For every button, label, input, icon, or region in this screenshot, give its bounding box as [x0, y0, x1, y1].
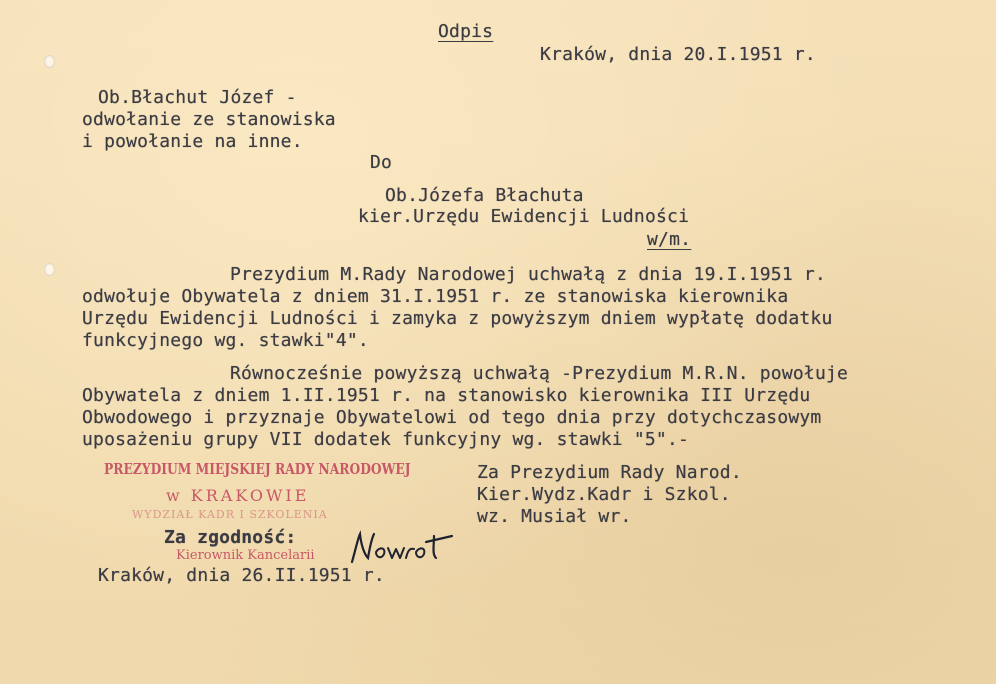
- punch-hole-bottom: [44, 263, 55, 276]
- addressee-position: kier.Urzędu Ewidencji Ludności: [358, 206, 690, 227]
- punch-hole-top: [44, 55, 55, 68]
- signature-block-line-1: Za Prezydium Rady Narod.: [477, 462, 742, 483]
- body-p2-line-1: Równocześnie powyższą uchwałą -Prezydium M.R.N. powołuje: [230, 363, 849, 384]
- signature-block-line-2: Kier.Wydz.Kadr i Szkol.: [477, 484, 731, 505]
- addressee-to: Do: [370, 152, 393, 173]
- body-p1-line-4: funkcyjnego wg. stawki"4".: [82, 330, 369, 351]
- body-p2-line-2: Obywatela z dniem 1.II.1951 r. na stanowisko kierownika III Urzędu: [82, 385, 811, 406]
- body-p2-line-3: Obwodowego i przyznaje Obywatelowi od tego dnia przy dotychczasowym: [82, 407, 822, 428]
- subject-line-1: Ob.Błachut Józef -: [98, 87, 297, 108]
- place-date: Kraków, dnia 20.I.1951 r.: [540, 44, 816, 65]
- stamp-line-2: w KRAKOWIE: [166, 486, 310, 505]
- body-p1-line-1: Prezydium M.Rady Narodowej uchwałą z dnia 19.I.1951 r.: [230, 264, 826, 285]
- subject-line-3: i powołanie na inne.: [82, 131, 303, 152]
- body-p2-line-4: uposażeniu grupy VII dodatek funkcyjny wg. stawki "5".-: [82, 429, 690, 450]
- body-p1-line-2: odwołuje Obywatela z dniem 31.I.1951 r. ze stanowiska kierownika: [82, 286, 789, 307]
- za-zgodnosc: Za zgodność:: [164, 527, 297, 548]
- body-p1-line-3: Urzędu Ewidencji Ludności i zamyka z powyższym dniem wypłatę dodatku: [82, 308, 833, 329]
- certification-place-date: Kraków, dnia 26.II.1951 r.: [98, 565, 385, 586]
- addressee-wm: w/m.: [647, 229, 692, 250]
- stamp-line-4: Kierownik Kancelarii: [176, 548, 315, 563]
- signature-block-line-3: wz. Musiał wr.: [477, 506, 632, 527]
- subject-line-2: odwołanie ze stanowiska: [82, 109, 336, 130]
- stamp-line-1: PREZYDIUM MIEJSKIEJ RADY NARODOWEJ: [104, 460, 411, 478]
- handwritten-signature: [348, 528, 460, 568]
- document-title: Odpis: [438, 21, 494, 42]
- addressee-name: Ob.Józefa Błachuta: [385, 185, 584, 206]
- stamp-line-3: WYDZIAŁ KADR I SZKOLENIA: [132, 508, 328, 521]
